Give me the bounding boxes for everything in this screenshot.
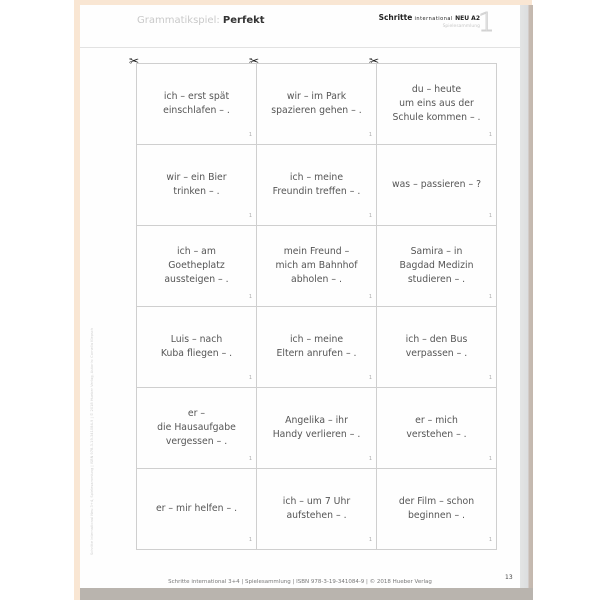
card-text: wir – im Park spazieren gehen – . bbox=[271, 91, 362, 116]
card bbox=[257, 388, 377, 469]
unit-number: 1 bbox=[478, 8, 495, 38]
card-lesson-number: 1 bbox=[488, 375, 492, 381]
card-text: er – mir helfen – . bbox=[155, 503, 238, 514]
brand-subtitle: Spielesammlung bbox=[442, 24, 480, 29]
card-lesson-number: 1 bbox=[368, 213, 372, 219]
card-lesson-number: 1 bbox=[248, 213, 252, 219]
card-text: Angelika – ihr Handy verlieren – . bbox=[272, 415, 361, 440]
brand-level: NEU A2 bbox=[455, 15, 480, 22]
card bbox=[137, 388, 257, 469]
card bbox=[377, 145, 497, 226]
card-lesson-number: 1 bbox=[368, 375, 372, 381]
page-bottom-edge bbox=[80, 588, 533, 600]
card-text: mein Freund – mich am Bahnhof abholen – . bbox=[275, 246, 358, 285]
card-text: wir – ein Bier trinken – . bbox=[166, 172, 227, 197]
card-lesson-number: 1 bbox=[248, 132, 252, 138]
card bbox=[377, 388, 497, 469]
card bbox=[257, 469, 377, 550]
card-text: er – mich verstehen – . bbox=[406, 415, 467, 440]
brand-block bbox=[379, 13, 480, 29]
card-text: Luis – nach Kuba fliegen – . bbox=[160, 334, 233, 359]
card-lesson-number: 1 bbox=[368, 537, 372, 543]
card-lesson-number: 1 bbox=[368, 132, 372, 138]
card-text: der Film – schon beginnen – . bbox=[398, 496, 475, 521]
page-title bbox=[137, 15, 265, 26]
scissors-icon: ✂ bbox=[369, 54, 380, 68]
card bbox=[137, 469, 257, 550]
card-text: ich – den Bus verpassen – . bbox=[405, 334, 468, 359]
card-text: ich – erst spät einschlafen – . bbox=[163, 91, 230, 116]
title-main: Perfekt bbox=[222, 15, 265, 26]
card-text: ich – meine Freundin treffen – . bbox=[272, 172, 361, 197]
scissors-icon: ✂ bbox=[129, 54, 140, 68]
card bbox=[137, 307, 257, 388]
card-lesson-number: 1 bbox=[248, 456, 252, 462]
card-text: ich – am Goetheplatz aussteigen – . bbox=[164, 246, 229, 285]
page-number: 13 bbox=[505, 574, 513, 581]
card-text: du – heute um eins aus der Schule kommen – . bbox=[392, 84, 481, 123]
card bbox=[377, 307, 497, 388]
card-lesson-number: 1 bbox=[248, 375, 252, 381]
card-lesson-number: 1 bbox=[248, 294, 252, 300]
card bbox=[257, 226, 377, 307]
card-text: Samira – in Bagdad Medizin studieren – . bbox=[399, 246, 474, 285]
card bbox=[377, 226, 497, 307]
page-stack-edge bbox=[520, 5, 533, 590]
card bbox=[257, 145, 377, 226]
brand-international: international bbox=[414, 16, 453, 22]
card-lesson-number: 1 bbox=[488, 294, 492, 300]
brand-schritte: Schritte bbox=[378, 13, 413, 22]
card-lesson-number: 1 bbox=[488, 456, 492, 462]
card bbox=[137, 145, 257, 226]
card-text: was – passieren – ? bbox=[391, 179, 481, 190]
card-lesson-number: 1 bbox=[488, 213, 492, 219]
card bbox=[137, 64, 257, 145]
card bbox=[257, 64, 377, 145]
card-lesson-number: 1 bbox=[368, 456, 372, 462]
header-divider bbox=[80, 47, 520, 48]
card bbox=[377, 469, 497, 550]
card-lesson-number: 1 bbox=[248, 537, 252, 543]
brand-name bbox=[379, 13, 480, 22]
title-prefix: Grammatikspiel: bbox=[137, 15, 220, 26]
side-copyright-text: Schritte international Neu 3+4, Spielesammlung | ISBN 978-3-19-341084-9 | © 2018 Hueber Verlag, Autorin: Cornelia Klepsch bbox=[90, 327, 94, 555]
card-text: er – die Hausaufgabe vergessen – . bbox=[157, 408, 236, 447]
card bbox=[377, 64, 497, 145]
card-lesson-number: 1 bbox=[488, 132, 492, 138]
card-lesson-number: 1 bbox=[488, 537, 492, 543]
card bbox=[257, 307, 377, 388]
card-lesson-number: 1 bbox=[368, 294, 372, 300]
card-text: ich – meine Eltern anrufen – . bbox=[276, 334, 357, 359]
footer-text: Schritte international 3+4 | Spielesammlung | ISBN 978-3-19-341084-9 | © 2018 Hueber Verlag bbox=[168, 579, 432, 585]
card-text: ich – um 7 Uhr aufstehen – . bbox=[282, 496, 351, 521]
scissors-icon: ✂ bbox=[249, 54, 260, 68]
card-grid bbox=[136, 63, 497, 550]
card bbox=[137, 226, 257, 307]
